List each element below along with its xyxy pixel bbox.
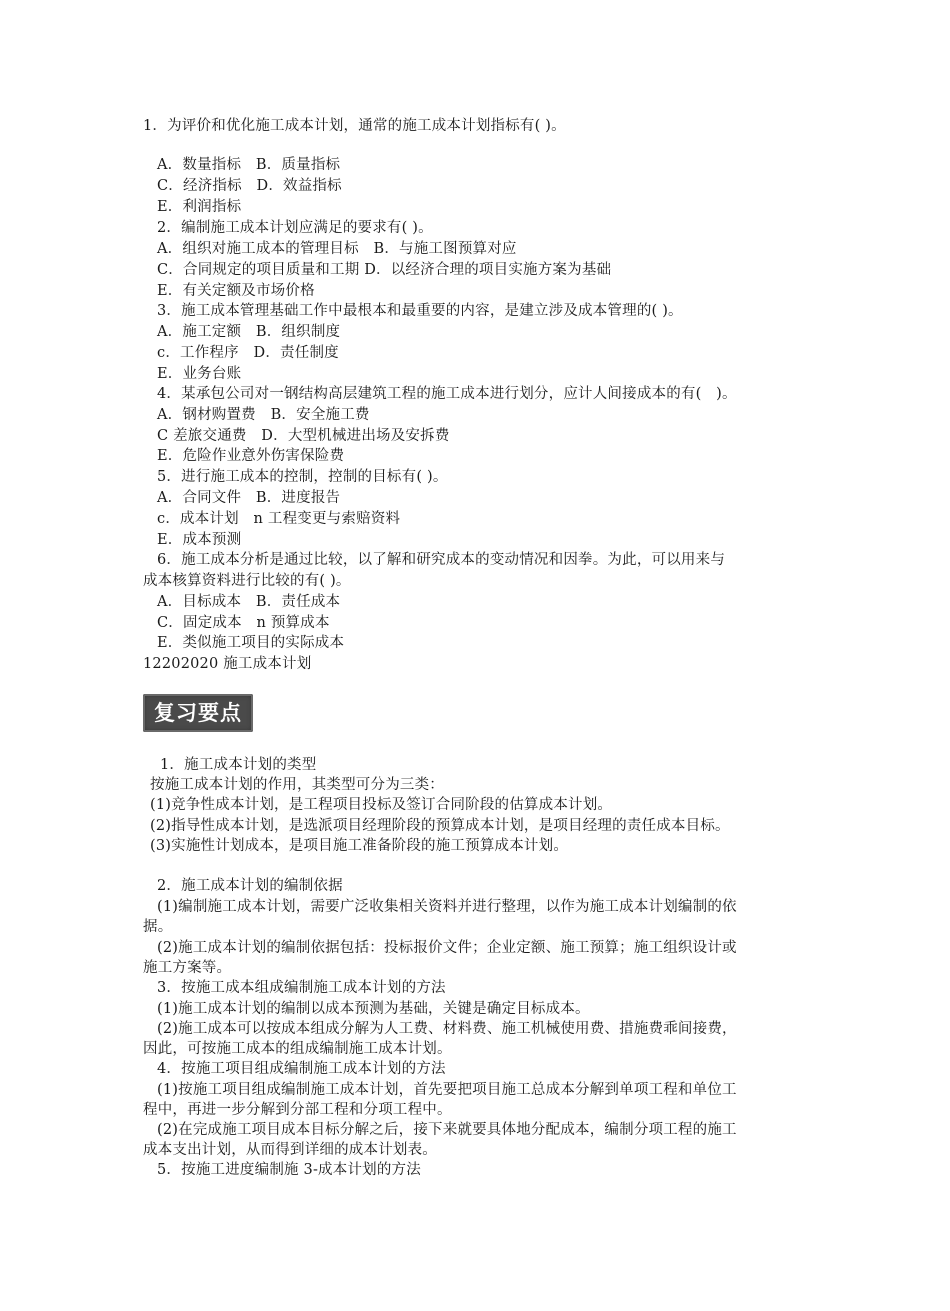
- question-6-options-cd: C．固定成本 n 预算成本: [157, 615, 330, 631]
- point-1-item-1: (1)竞争性成本计划，是工程项目投标及签订合同阶段的估算成本计划。: [150, 797, 613, 813]
- question-2-stem: 2．编制施工成本计划应满足的要求有( )。: [157, 220, 433, 236]
- question-6-stem-line-2: 成本核算资料进行比较的有( )。: [143, 573, 351, 589]
- point-3-item-1: (1)施工成本计划的编制以成本预测为基础，关键是确定目标成本。: [157, 1001, 590, 1017]
- point-2-item-2-line-2: 施工方案等。: [143, 960, 232, 976]
- question-1-stem: 1．为评价和优化施工成本计划，通常的施工成本计划指标有( )。: [143, 118, 566, 134]
- question-2-options-cd: C．合同规定的项目质量和工期 D．以经济合理的项目实施方案为基础: [157, 262, 612, 278]
- point-2-title: 2．施工成本计划的编制依据: [157, 878, 343, 894]
- point-5-title: 5．按施工进度编制施 3-成本计划的方法: [157, 1162, 421, 1178]
- question-4-option-e: E．危险作业意外伤害保险费: [157, 448, 345, 464]
- question-4-options-ab: A．钢材购置费 B．安全施工费: [157, 407, 370, 423]
- point-4-title: 4．按施工项目组成编制施工成本计划的方法: [157, 1061, 446, 1077]
- point-2-item-2-line-1: (2)施工成本计划的编制依据包括：投标报价文件；企业定额、施工预算；施工组织设计或: [157, 940, 737, 956]
- question-5-stem: 5．进行施工成本的控制，控制的目标有( )。: [157, 469, 448, 485]
- question-5-options-ab: A．合同文件 B．进度报告: [157, 490, 341, 506]
- question-4-options-cd: C 差旅交通费 D．大型机械进出场及安拆费: [157, 428, 450, 444]
- question-3-options-ab: A．施工定额 B．组织制度: [157, 324, 341, 340]
- point-1-title: 1．施工成本计划的类型: [160, 757, 317, 773]
- question-6-options-ab: A．目标成本 B．责任成本: [157, 594, 341, 610]
- question-3-option-e: E．业务台账: [157, 366, 242, 382]
- point-4-item-1-line-2: 程中，再进一步分解到分部工程和分项工程中。: [143, 1102, 452, 1118]
- question-6-option-e: E．类似施工项目的实际成本: [157, 635, 345, 651]
- point-2-item-1-line-2: 据。: [143, 919, 173, 935]
- review-points-heading-text: 复习要点: [154, 701, 242, 725]
- point-1-item-3: (3)实施性计划成本，是项目施工准备阶段的施工预算成本计划。: [150, 838, 569, 854]
- question-4-stem: 4．某承包公司对一钢结构高层建筑工程的施工成本进行划分，应计人间接成本的有( )。: [157, 386, 737, 402]
- point-4-item-1-line-1: (1)按施工项目组成编制施工成本计划，首先要把项目施工总成本分解到单项工程和单位工: [157, 1082, 737, 1098]
- point-3-item-2-line-1: (2)施工成本可以按成本组成分解为人工费、材料费、施工机械使用费、措施费乖间接费，: [157, 1021, 737, 1037]
- section-code: 12202020 施工成本计划: [143, 656, 312, 672]
- review-points-heading: [143, 694, 253, 732]
- question-5-options-cd: c．成本计划 n 工程变更与索赔资料: [157, 511, 401, 527]
- point-3-item-2-line-2: 因此，可按施工成本的组成编制施工成本计划。: [143, 1041, 452, 1057]
- question-5-option-e: E．成本预测: [157, 532, 242, 548]
- point-4-item-2-line-1: (2)在完成施工项目成本目标分解之后，接下来就要具体地分配成本，编制分项工程的施工: [157, 1122, 737, 1138]
- point-1-item-2: (2)指导性成本计划，是选派项目经理阶段的预算成本计划，是项目经理的责任成本目标。: [150, 818, 730, 834]
- question-2-option-e: E．有关定额及市场价格: [157, 283, 315, 299]
- point-3-title: 3．按施工成本组成编制施工成本计划的方法: [157, 980, 446, 996]
- question-1-options-cd: C．经济指标 D．效益指标: [157, 178, 342, 194]
- question-3-options-cd: c．工作程序 D．责任制度: [157, 345, 339, 361]
- question-3-stem: 3．施工成本管理基础工作中最根本和最重要的内容，是建立涉及成本管理的( )。: [157, 303, 683, 319]
- question-2-options-ab: A．组织对施工成本的管理目标 B．与施工图预算对应: [157, 241, 517, 257]
- question-1-options-ab: A．数量指标 B．质量指标: [157, 157, 341, 173]
- question-1-option-e: E．利润指标: [157, 199, 242, 215]
- question-6-stem-line-1: 6．施工成本分析是通过比较，以了解和研究成本的变动情况和因拳。为此，可以用来与: [157, 552, 726, 568]
- point-4-item-2-line-2: 成本支出计划，从而得到详细的成本计划表。: [143, 1142, 437, 1158]
- point-2-item-1-line-1: (1)编制施工成本计划，需要广泛收集相关资料并进行整理，以作为施工成本计划编制的依: [157, 899, 737, 915]
- point-1-intro: 按施工成本计划的作用，其类型可分为三类：: [150, 777, 444, 793]
